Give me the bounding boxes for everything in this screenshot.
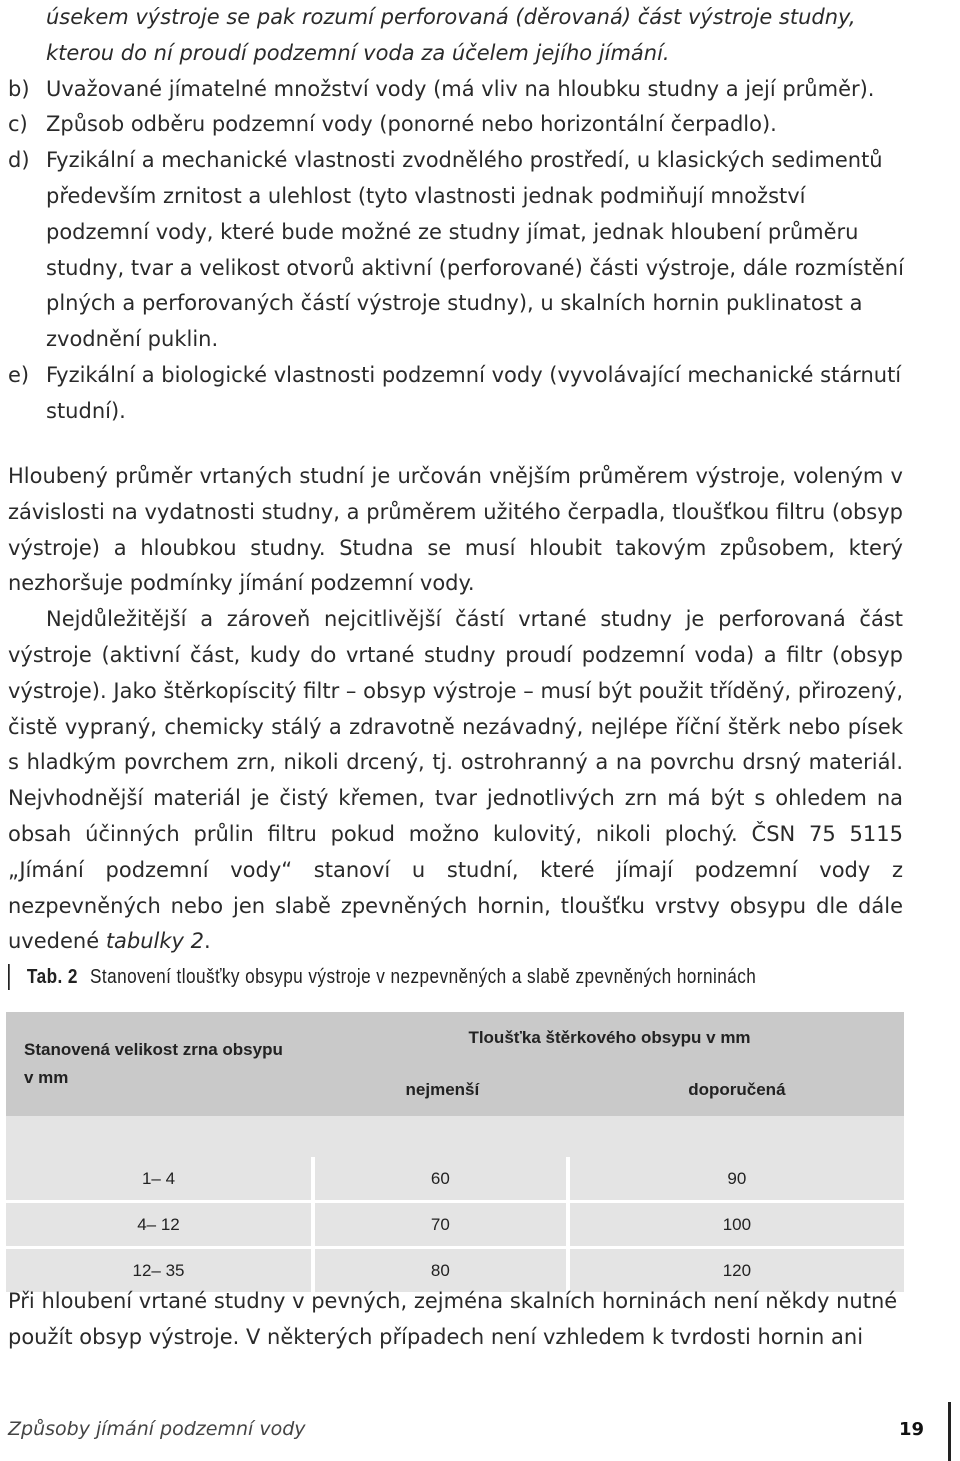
cell-min: 80 bbox=[315, 1249, 570, 1295]
list-text: Uvažované jímatelné množství vody (má vliv na hloubku studny a její průměr). bbox=[46, 76, 875, 101]
column-group-header: Tloušťka štěrkového obsypu v mm bbox=[315, 1012, 904, 1064]
closing-paragraph bbox=[8, 1284, 903, 1356]
column-header-grain-size: Stanovená velikost zrna obsypu v mm bbox=[6, 1012, 315, 1116]
cell-grain-size: 12– 35 bbox=[6, 1249, 315, 1295]
list-item bbox=[8, 358, 908, 430]
list-text: Fyzikální a mechanické vlastnosti zvodnělého prostředí, u klasických sedimentů především zrnitost a ulehlost (tyto vlastnosti jednak podmiňují množství podzemní vody, které bude možné ze studny jímat, jednak hloubení průměru studny, tvar a velikost otvorů aktivní (perforované) části výstroje, dále rozmístění plných a perforovaných částí výstroje studny), u skalních hornin puklinatost a zvodnění puklin. bbox=[46, 148, 904, 352]
body-text bbox=[8, 459, 903, 960]
list-item bbox=[8, 143, 908, 358]
table-reference-link: tabulky 2 bbox=[105, 929, 205, 954]
footer-chapter-title: Způsoby jímání podzemní vody bbox=[8, 1418, 306, 1440]
table-title: Stanovení tloušťky obsypu výstroje v nezpevněných a slabě zpevněných horninách bbox=[89, 965, 757, 988]
column-header-recommended: doporučená bbox=[570, 1064, 904, 1116]
cell-min: 70 bbox=[315, 1203, 570, 1249]
list-item bbox=[8, 72, 908, 108]
cell-recommended: 90 bbox=[570, 1157, 904, 1203]
paragraph-3: Při hloubení vrtané studny v pevných, zejména skalních horninách není někdy nutné použít obsyp výstroje. V některých případech není vzhledem k tvrdosti hornin ani bbox=[8, 1289, 898, 1349]
caption-bar bbox=[8, 964, 10, 990]
table-caption bbox=[8, 964, 756, 990]
paragraph-2-main: Nejdůležitější a zároveň nejcitlivější částí vrtané studny je perforovaná část výstroje (aktivní část, kudy do vrtané studny proudí podzemní voda) a filtr (obsyp výstroje). Jako štěrkopíscitý filtr – obsyp výstroje – musí být použit tříděný, přirozený, čistě vypraný, chemicky stálý a zdravotně nezávadný, nejlépe říční štěrk nebo písek s hladkým povrchem zrn, nikoli drcený, tj. ostrohranný a na povrchu drsný materiál. Nejvhodnější materiál je čistý křemen, tvar jednotlivých zrn má být s ohledem na obsah účinných průlin filtru pokud možno kulovitý, nikoli plochý. ČSN 75 5115 „Jímání podzemní vody“ stanoví u studní, které jímají podzemní vody z nezpevněných nebo jen slabě zpevněných hornin, tloušťku vrstvy obsypu dle dále uvedené bbox=[8, 607, 903, 954]
cell-recommended: 120 bbox=[570, 1249, 904, 1295]
table-row bbox=[6, 1157, 904, 1203]
paragraph-2-end: . bbox=[204, 929, 211, 954]
paragraph-2 bbox=[8, 602, 903, 960]
cell-min: 60 bbox=[315, 1157, 570, 1203]
list-text: Způsob odběru podzemní vody (ponorné nebo horizontální čerpadlo). bbox=[46, 112, 777, 137]
paragraph-1: Hloubený průměr vrtaných studní je určován vnějším průměrem výstroje, voleným v závislosti na vydatnosti studny, a průměrem užitého čerpadla, tloušťkou filtru (obsyp výstroje) a hloubkou studny. Studna se musí hloubit takovým způsobem, který nezhoršuje podmínky jímání podzemní vody. bbox=[8, 464, 903, 596]
list-marker: e) bbox=[8, 362, 30, 387]
list-marker: b) bbox=[8, 76, 30, 101]
page-footer bbox=[8, 1418, 938, 1440]
gravel-thickness-table bbox=[6, 1012, 904, 1295]
cell-recommended: 100 bbox=[570, 1203, 904, 1249]
requirements-list bbox=[8, 0, 908, 430]
list-continuation: úsekem výstroje se pak rozumí perforovaná (děrovaná) část výstroje studny, kterou do ní proudí podzemní voda za účelem jejího jímání. bbox=[46, 5, 856, 65]
list-marker: d) bbox=[8, 148, 30, 173]
list-item bbox=[8, 107, 908, 143]
footer-edge-bar bbox=[948, 1402, 951, 1461]
cell-grain-size: 1– 4 bbox=[6, 1157, 315, 1203]
cell-grain-size: 4– 12 bbox=[6, 1203, 315, 1249]
list-text: Fyzikální a biologické vlastnosti podzemní vody (vyvolávající mechanické stárnutí studní). bbox=[46, 362, 902, 423]
table-row bbox=[6, 1203, 904, 1249]
table-label: Tab. 2 bbox=[26, 965, 78, 988]
list-marker: c) bbox=[8, 112, 28, 137]
page-number: 19 bbox=[898, 1418, 924, 1440]
column-header-min: nejmenší bbox=[315, 1064, 570, 1116]
